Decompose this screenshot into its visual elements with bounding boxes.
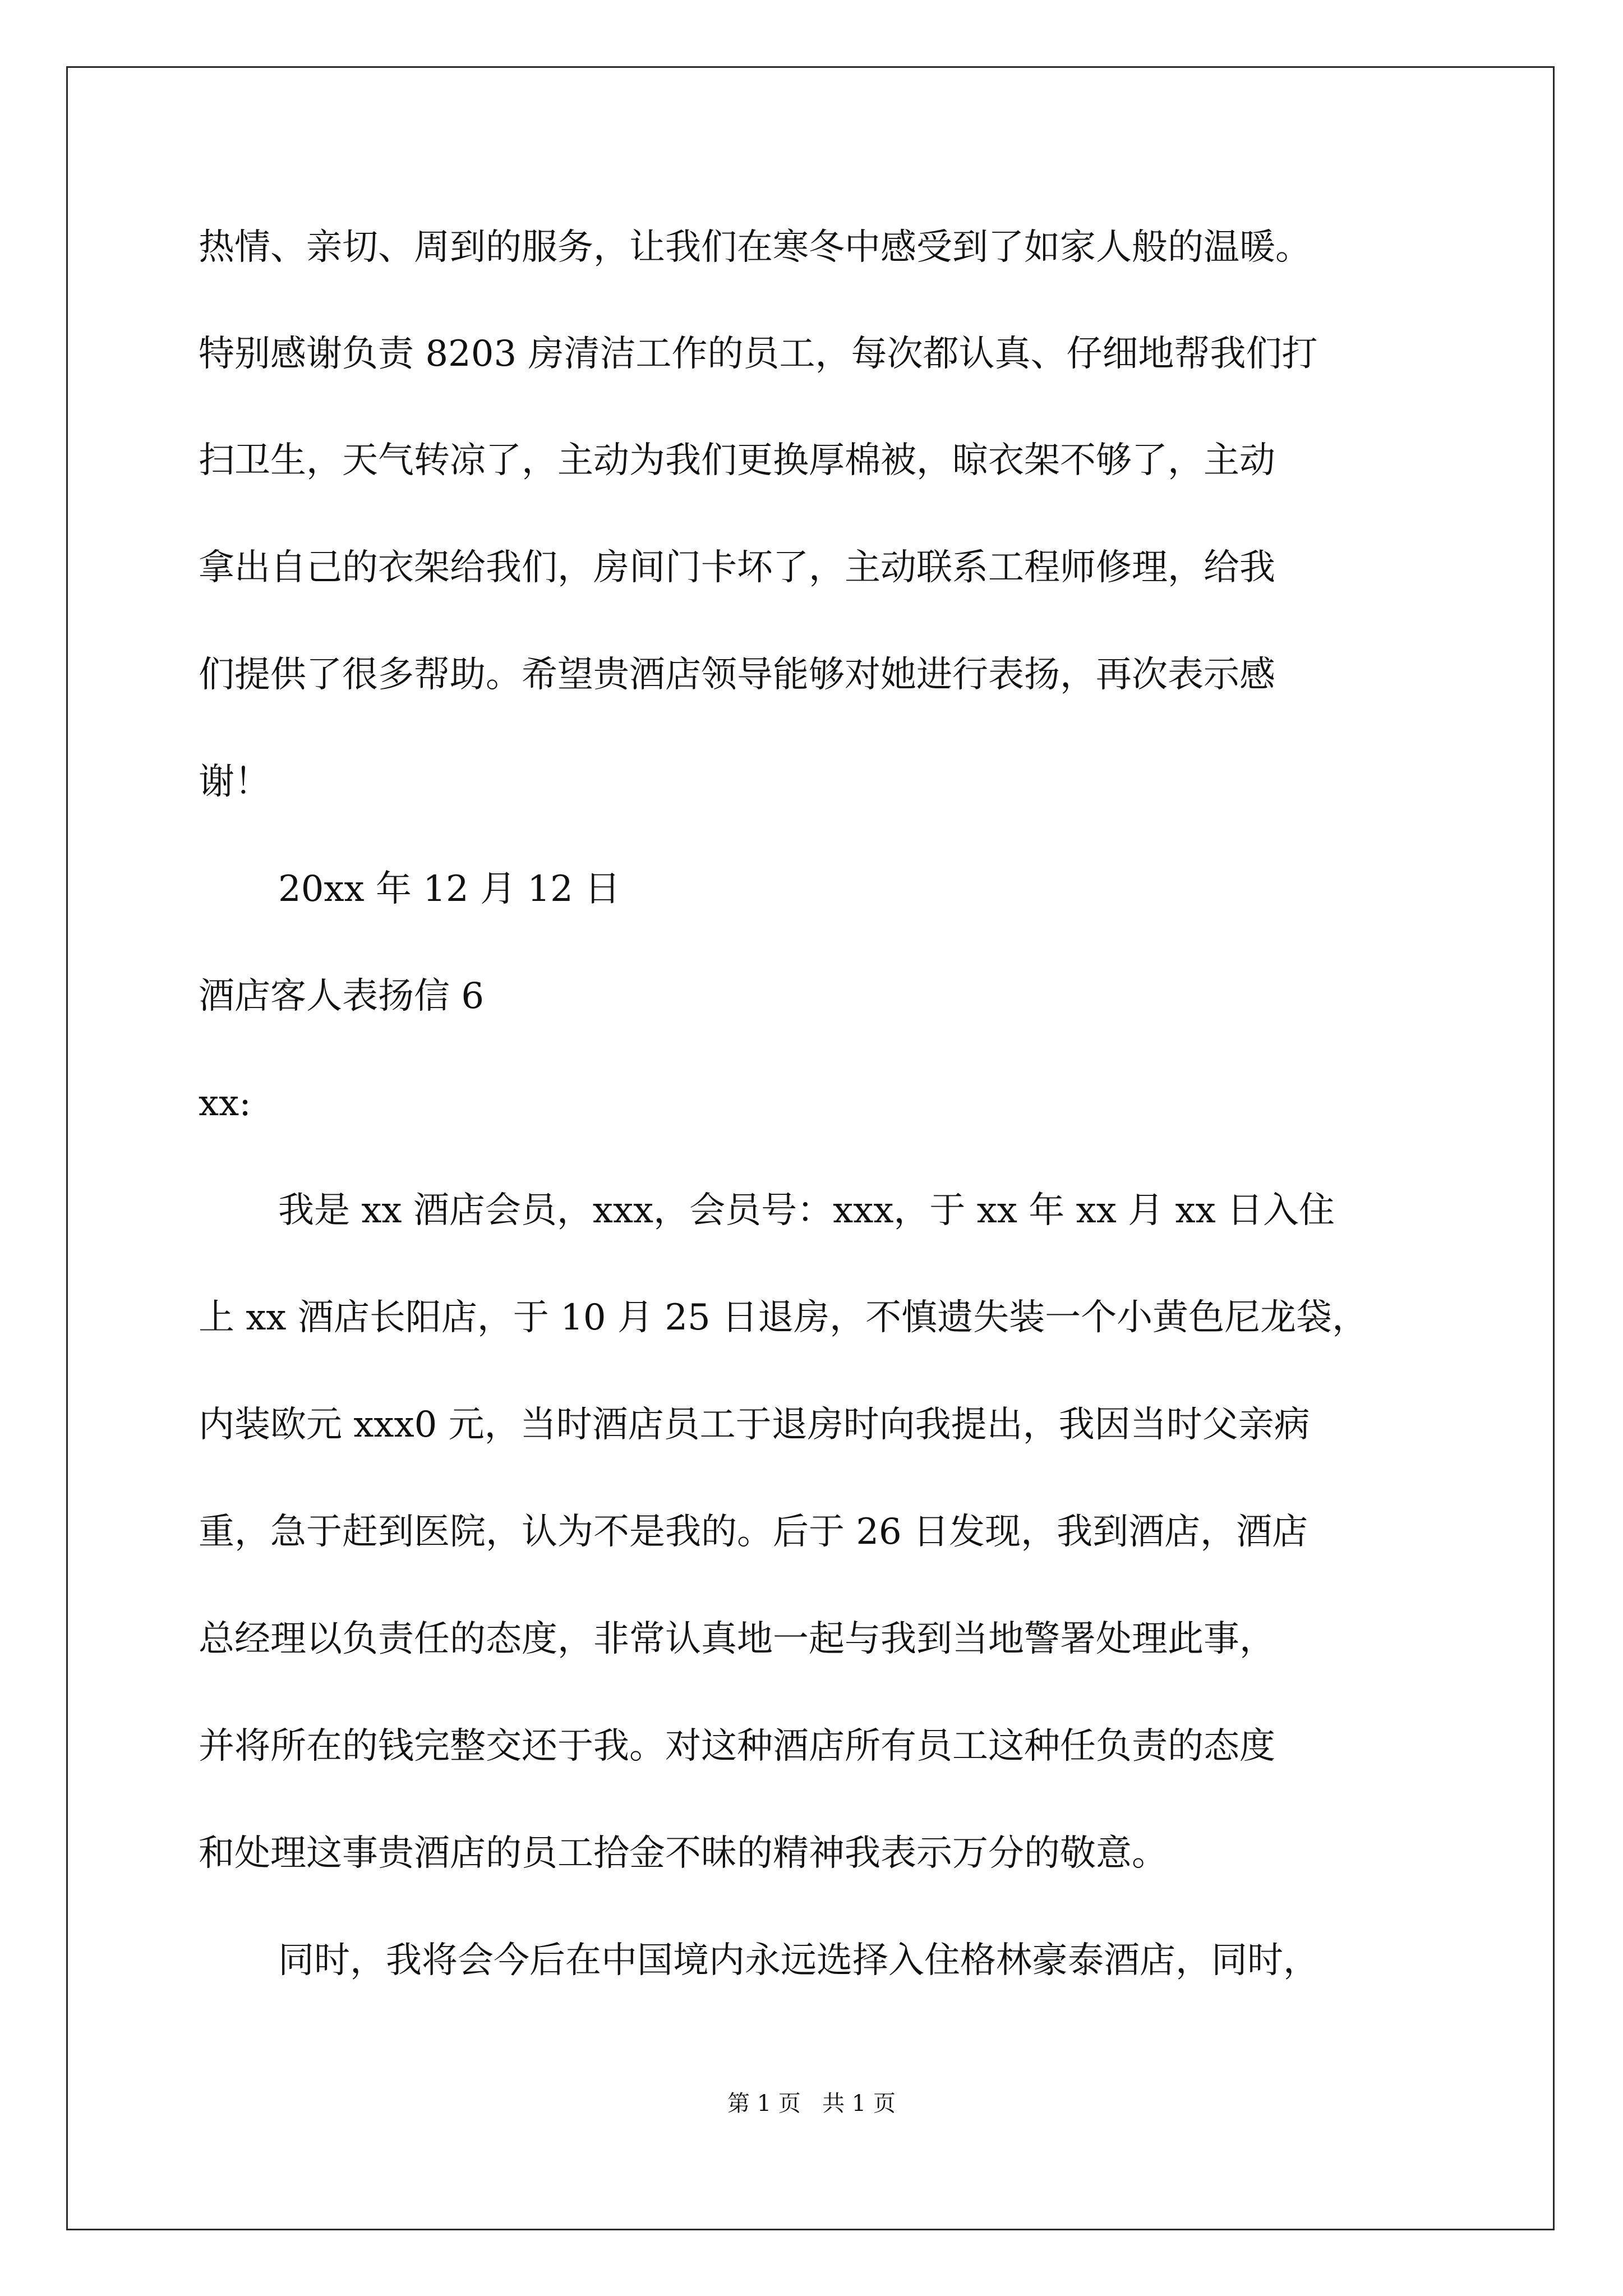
page-footer: 第 1 页 共 1 页 (727, 2091, 896, 2116)
body-text-line: 们提供了很多帮助。希望贵酒店领导能够对她进行表扬，再次表示感 (199, 654, 1275, 696)
section-heading: 酒店客人表扬信 6 (199, 976, 485, 1017)
body-text-line: 内装欧元 xxx0 元，当时酒店员工于退房时向我提出，我因当时父亲病 (199, 1404, 1310, 1446)
body-text-line: 热情、亲切、周到的服务，让我们在寒冬中感受到了如家人般的温暖。 (199, 227, 1311, 268)
body-text-line: 谢！ (199, 761, 270, 803)
body-text-line: 同时，我将会今后在中国境内永远选择入住格林豪泰酒店，同时， (278, 1940, 1319, 1981)
body-text-line: 总经理以负责任的态度，非常认真地一起与我到当地警署处理此事， (199, 1618, 1275, 1660)
body-text-line: 重，急于赶到医院，认为不是我的。后于 26 日发现，我到酒店，酒店 (199, 1511, 1308, 1553)
body-text-line: 上 xx 酒店长阳店，于 10 月 25 日退房，不慎遗失装一个小黄色尼龙袋， (199, 1297, 1368, 1338)
body-text-line: 和处理这事贵酒店的员工拾金不昧的精神我表示万分的敬意。 (199, 1833, 1168, 1874)
body-text-line: 拿出自己的衣架给我们，房间门卡坏了，主动联系工程师修理，给我 (199, 547, 1275, 588)
salutation: xx: (199, 1083, 251, 1124)
body-text-line: 我是 xx 酒店会员，xxx，会员号：xxx，于 xx 年 xx 月 xx 日入住 (278, 1190, 1335, 1231)
body-text-line: 并将所在的钱完整交还于我。对这种酒店所有员工这种任负责的态度 (199, 1726, 1275, 1767)
date-line: 20xx 年 12 月 12 日 (278, 868, 621, 910)
body-text-line: 特别感谢负责 8203 房清洁工作的员工，每次都认真、仔细地帮我们打 (199, 333, 1318, 375)
page-border (66, 66, 1555, 2230)
body-text-line: 扫卫生，天气转凉了，主动为我们更换厚棉被，晾衣架不够了，主动 (199, 440, 1275, 481)
